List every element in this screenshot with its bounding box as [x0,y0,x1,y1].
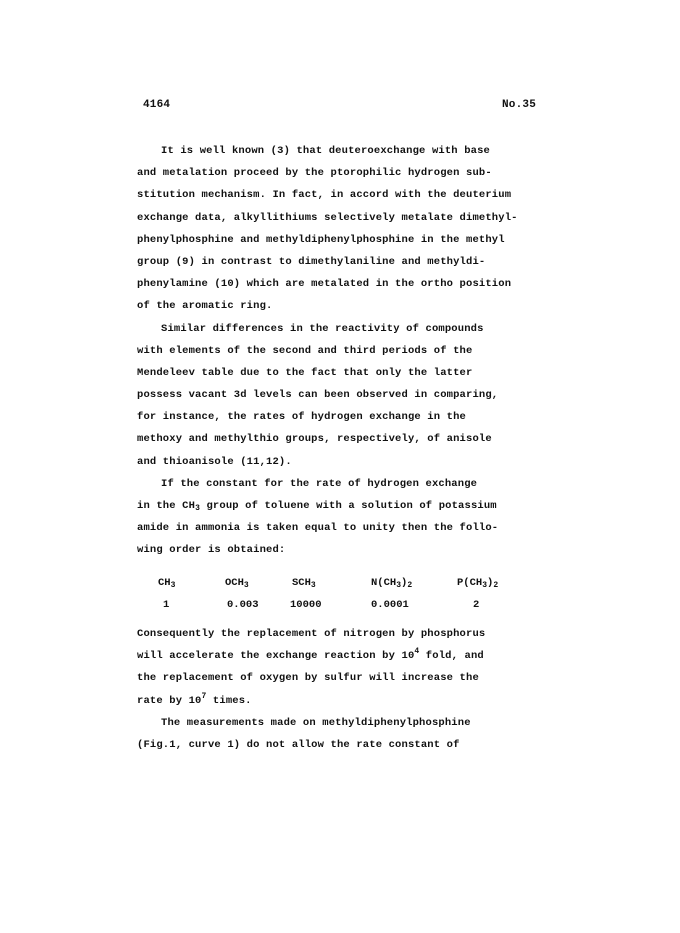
table-row [137,594,539,616]
rate-value: 0.003 [227,599,259,611]
paragraph-line: The measurements made on methyldiphenylphosphine [161,716,471,729]
paragraph-line: group (9) in contrast to dimethylaniline and methyldi- [137,255,486,268]
text-run: in the CH [137,500,196,512]
paragraph-line: of the aromatic ring. [137,300,273,313]
body-text-lower [137,623,539,756]
paragraph-line: and thioanisole (11,12). [137,455,292,468]
table-header-row [137,572,539,594]
paragraph-line: It is well known (3) that deuteroexchange with base [161,145,491,157]
text-run: times. [206,694,252,707]
paragraph-line: methoxy and methylthio groups, respectively, of anisole [137,433,492,446]
paragraph-line: Similar differences in the reactivity of compounds [161,322,484,335]
text-run: fold, and [419,650,484,663]
paragraph-line: possess vacant 3d levels can been observed in comparing, [137,389,499,402]
paragraph-line: wing order is obtained: [137,544,286,557]
rate-value: 2 [473,599,480,611]
superscript: 7 [201,691,207,701]
text-run: will accelerate the exchange reaction by 10 [137,650,415,663]
paragraph-line: the replacement of oxygen by sulfur will increase the [137,672,479,685]
paragraph-line [137,495,539,517]
paragraph-line: Consequently the replacement of nitrogen by phosphorus [137,628,486,640]
body-text-upper [137,140,539,562]
paragraph-line: Mendeleev table due to the fact that only the latter [137,366,473,379]
paragraph-line: phenylphosphine and methyldiphenylphosphine in the methyl [137,233,505,246]
rate-value: 1 [163,599,170,611]
issue-number: No.35 [502,99,537,111]
superscript: 4 [414,647,420,657]
rate-value: 0.0001 [371,599,409,611]
page-number: 4164 [143,99,171,111]
paragraph-line: amide in ammonia is taken equal to unity then the follo- [137,522,499,535]
paragraph-line: exchange data, alkyllithiums selectively metalate dimethyl- [137,211,518,224]
text-run: group of toluene with a solution of potassium [200,500,497,512]
paragraph-line: stitution mechanism. In fact, in accord with the deuterium [137,189,512,202]
group-label-nme2: $N(CH_3)_2$ [371,577,413,590]
text-run: rate by 10 [137,694,202,707]
paragraph-line: and metalation proceed by the ptorophilic hydrogen sub- [137,167,492,180]
group-label-och3: $OCH_3$ [225,577,249,590]
paragraph-line: with elements of the second and third periods of the [137,344,473,357]
subscript: 3 [195,504,201,513]
group-label-ch3: $CH_3$ [158,577,176,590]
paragraph-line [137,645,539,667]
paragraph-line [137,690,539,712]
group-label-pme2: $P(CH_3)_2$ [457,577,499,590]
rate-value: 10000 [290,599,322,611]
group-label-sch3: $SCH_3$ [292,577,316,590]
rates-table [137,572,539,616]
paragraph-line: If the constant for the rate of hydrogen exchange [161,477,478,490]
paragraph-line: (Fig.1, curve 1) do not allow the rate constant of [137,738,460,751]
paragraph-line: phenylamine (10) which are metalated in the ortho position [137,278,512,291]
paragraph-line: for instance, the rates of hydrogen exchange in the [137,411,467,424]
